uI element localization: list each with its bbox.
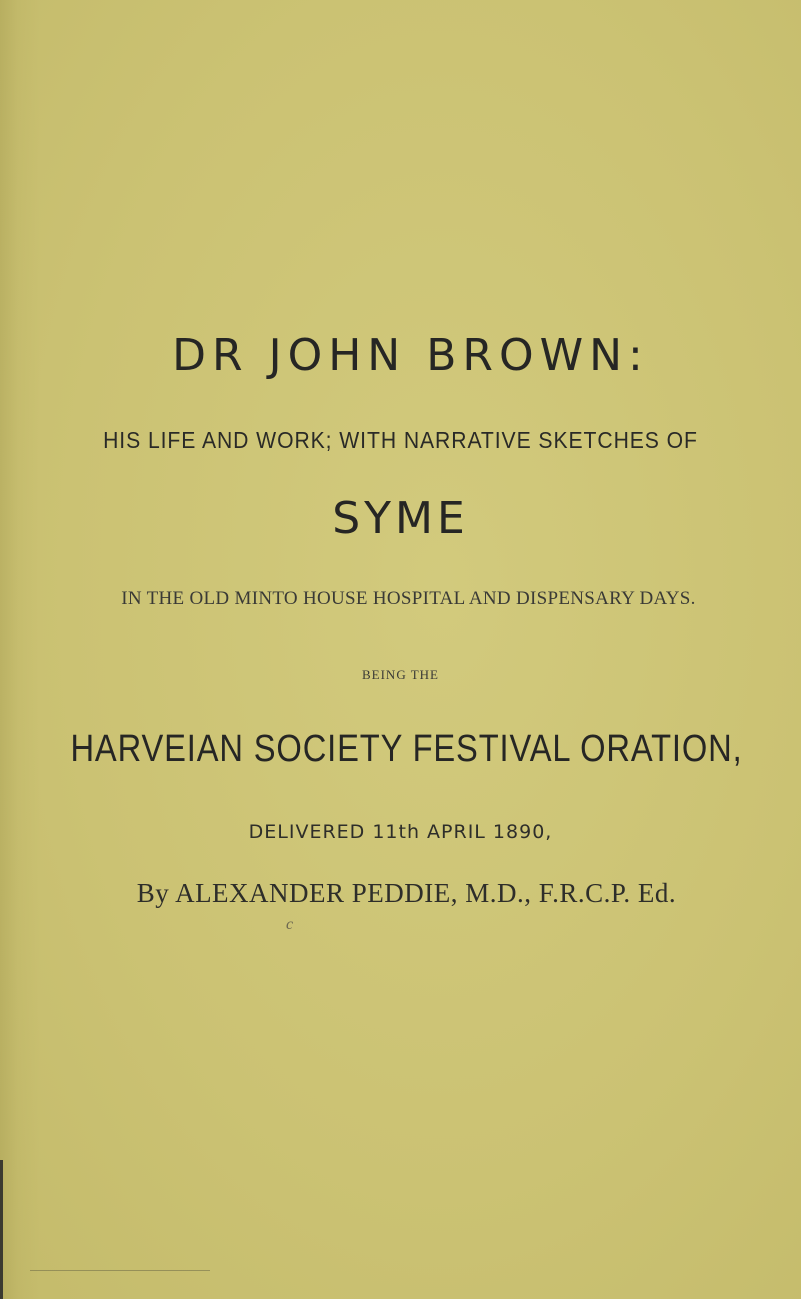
- hospital-days-line: IN THE OLD MINTO HOUSE HOSPITAL AND DISPENSARY DAYS.: [121, 588, 696, 609]
- being-the-line: BEING THE: [361, 667, 439, 682]
- page-edge-shadow: [0, 1160, 3, 1299]
- delivery-date: DELIVERED 11th APRIL 1890,: [248, 821, 553, 843]
- bottom-faint-rule: [30, 1270, 210, 1271]
- handwritten-mark: c: [286, 916, 294, 933]
- oration-title: HARVEIAN SOCIETY FESTIVAL ORATION,: [70, 728, 743, 770]
- author-line: By ALEXANDER PEDDIE, M.D., F.R.C.P. Ed.: [136, 878, 677, 908]
- book-title: DR JOHN BROWN:: [172, 330, 649, 381]
- book-subtitle: HIS LIFE AND WORK; WITH NARRATIVE SKETCHES OF: [103, 427, 698, 453]
- subject-name: SYME: [332, 493, 469, 544]
